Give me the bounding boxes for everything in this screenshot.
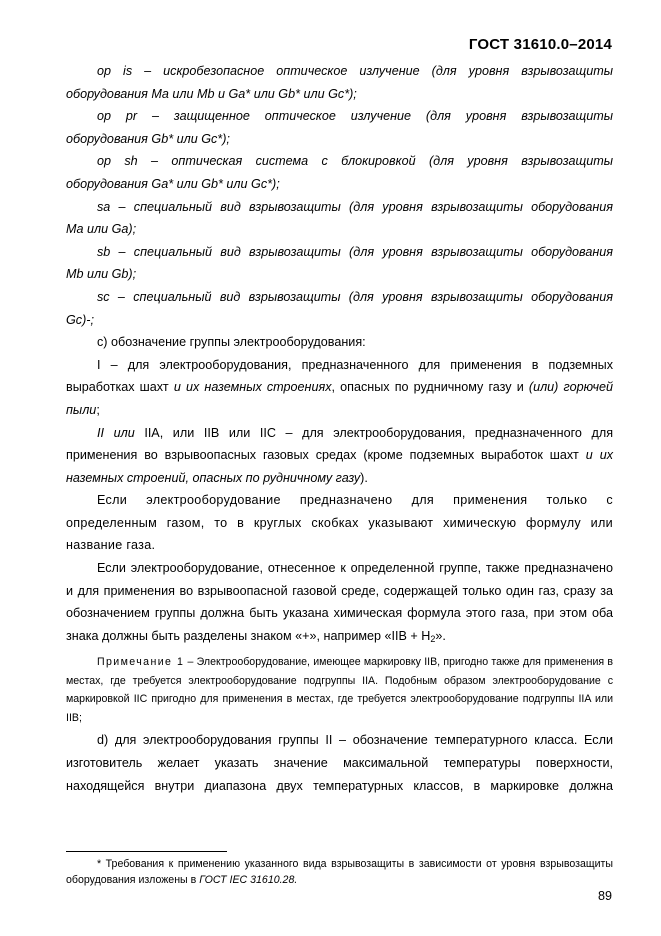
note-1 (66, 653, 613, 727)
group-gas-text: Если электрооборудование, отнесенное к определенной группе, также предназначено и для применения во взрывоопасной газовой среде, содержащей только один газ, сразу за обозначением группы должна быть указана химическая формула этого газа, при этом оба знака должны быть разделены знаком «+», например «IIB + H (66, 561, 613, 643)
paragraph-group-ii (66, 422, 613, 490)
line-op-sh-2: оборудования Ga* или Gb* или Gc*); (66, 176, 280, 191)
line-sc-2: Gc)-; (66, 312, 94, 327)
footnote-text: * Требования к применению указанного вида взрывозащиты в зависимости от уровня взрывозащиты оборудования изложены в (66, 858, 613, 886)
line-op-is-2: оборудования Ma или Mb и Ga* или Gb* или Gc*); (66, 86, 357, 101)
formula-subscript: 2 (430, 633, 436, 644)
line-sa-1: sa – специальный вид взрывозащиты (для уровня взрывозащиты оборудования (97, 199, 613, 214)
item-c: c) обозначение группы электрооборудования: (97, 335, 366, 350)
line-sb-2: Mb или Gb); (66, 267, 137, 282)
main-text (66, 60, 613, 797)
paragraph-group-i (66, 354, 613, 422)
group-i-text: I – для электрооборудования, предназначенного для применения в подземных выработках шахт (66, 357, 613, 395)
group-ii-end: ). (360, 470, 368, 485)
footnote-separator (66, 851, 227, 852)
group-ii-text: IIA, или IIB или IIC – для электрооборудования, предназначенного для применения во взрывоопасных газовых средах (кроме подземных выработок шахт (66, 425, 614, 463)
group-ii-italic-1: II или (97, 425, 135, 440)
line-sa-2: Ma или Ga); (66, 222, 137, 237)
line-op-is-1: op is – искробезопасное оптическое излучение (для уровня взрывозащиты (97, 64, 613, 78)
footnote (66, 856, 613, 888)
group-gas-end: ». (435, 628, 446, 643)
line-op-pr-2: оборудования Gb* или Gc*); (66, 131, 230, 146)
line-op-sh-1: op sh – оптическая система с блокировкой (для уровня взрывозащиты (97, 154, 613, 169)
line-sb-1: sb – специальный вид взрывозащиты (для уровня взрывозащиты оборудования (97, 244, 613, 259)
paragraph-gas: Если электрооборудование предназначено для применения только с определенным газом, то в круглых скобках указывают химическую формулу или название газа. (66, 493, 613, 553)
group-i-italic-1: и их наземных строениях (173, 380, 332, 395)
footnote-reference: ГОСТ IEC 31610.28. (199, 874, 298, 886)
paragraph-group-gas (66, 557, 613, 650)
group-i-italic-2: (или) горючей пыли (66, 380, 614, 417)
note-label: Примечание 1 (97, 656, 185, 669)
page-number: 89 (597, 889, 612, 903)
group-ii-italic-2: и их наземных строений, опасных по рудничному газу (66, 448, 613, 485)
group-i-end: ; (96, 402, 100, 417)
group-i-text-2: , опасных по рудничному газу и (331, 380, 529, 395)
line-op-pr-1: op pr – защищенное оптическое излучение (для уровня взрывозащиты (97, 109, 613, 124)
document-number: ГОСТ 31610.0–2014 (468, 36, 612, 53)
note-text: – Электрооборудование, имеющее маркировку IIB, пригодно также для применения в местах, где требуется электрооборудование подгруппы IIA. Подобным образом электрооборудование с маркировкой IIC пригодно для применения в местах, где требуется электрооборудование подгруппы IIA или IIB; (66, 656, 613, 724)
line-sc-1: sc – специальный вид взрывозащиты (для уровня взрывозащиты оборудования (97, 289, 613, 304)
item-d: d) для электрооборудования группы II – обозначение температурного класса. Если изготовитель желает указать значение максимальной температуры поверхности, находящейся внутри диапазона двух температурных классов, в маркировке должна (66, 733, 613, 793)
